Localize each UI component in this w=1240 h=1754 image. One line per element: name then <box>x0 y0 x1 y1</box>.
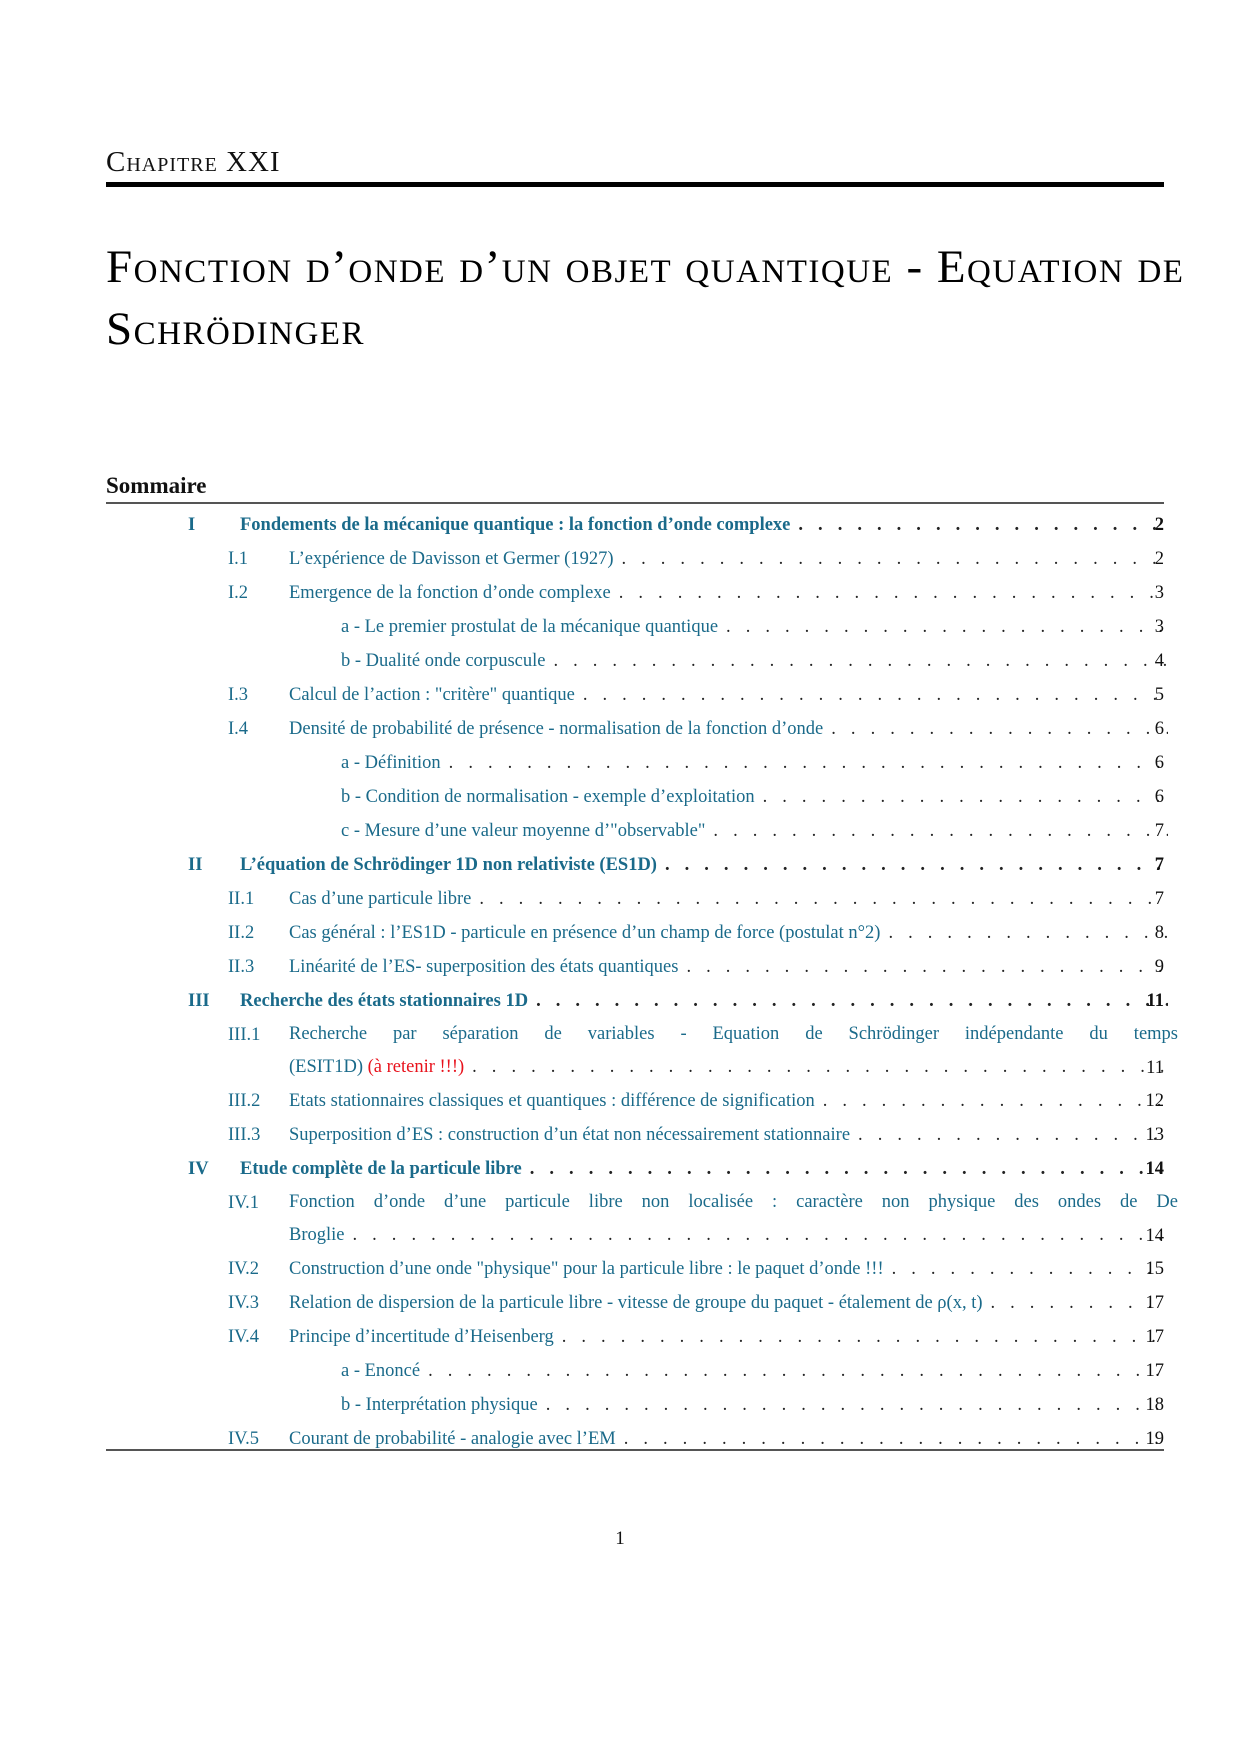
toc-label[interactable]: Cas général : l’ES1D - particule en présence d’un champ de force (postulat n°2) <box>289 923 881 943</box>
toc-label[interactable]: Courant de probabilité - analogie avec l’EM <box>289 1429 616 1449</box>
toc-subsubsection[interactable] <box>106 610 1164 644</box>
toc-page: 15 <box>1145 1259 1164 1279</box>
toc-page: 11 <box>1146 1058 1164 1078</box>
chapter-rule <box>106 182 1164 187</box>
toc-subsubsection[interactable] <box>106 1388 1164 1422</box>
toc-number: III.1 <box>228 1025 261 1045</box>
toc-subsection[interactable] <box>106 1422 1164 1456</box>
toc-number: IV.3 <box>228 1293 260 1313</box>
toc-number: II.2 <box>228 923 255 943</box>
toc-number: IV.5 <box>228 1429 260 1449</box>
toc-subsection[interactable] <box>106 712 1164 746</box>
toc-page: 9 <box>1154 957 1164 977</box>
toc-number: I.3 <box>228 685 249 705</box>
toc-subsection[interactable] <box>106 950 1164 984</box>
toc-page: 14 <box>1145 1226 1164 1246</box>
toc-page: 5 <box>1154 685 1164 705</box>
toc-page: 8 <box>1154 923 1164 943</box>
toc-page: 2 <box>1154 515 1164 535</box>
toc-label[interactable]: b - Interprétation physique <box>341 1395 538 1415</box>
toc-label[interactable]: Densité de probabilité de présence - normalisation de la fonction d’onde <box>289 719 824 739</box>
toc-subsection[interactable] <box>106 576 1164 610</box>
toc-page: 7 <box>1154 821 1164 841</box>
toc-subsection[interactable] <box>106 1252 1164 1286</box>
toc-label[interactable]: L’équation de Schrödinger 1D non relativiste (ES1D) <box>240 855 657 875</box>
toc-subsection[interactable] <box>106 1084 1164 1118</box>
toc-label[interactable]: Etude complète de la particule libre <box>240 1159 522 1179</box>
toc-label[interactable]: a - Définition <box>341 753 441 773</box>
toc-page: 18 <box>1145 1395 1164 1415</box>
toc-page: 17 <box>1145 1361 1164 1381</box>
toc-label[interactable]: Principe d’incertitude d’Heisenberg <box>289 1327 554 1347</box>
toc-label[interactable]: a - Le premier prostulat de la mécanique quantique <box>341 617 719 637</box>
toc-page: 7 <box>1154 889 1164 909</box>
chapter-label: Chapitre XXI <box>106 146 281 178</box>
toc-page: 7 <box>1154 855 1164 875</box>
table-of-contents <box>106 508 1178 1456</box>
toc-page: 14 <box>1145 1159 1164 1179</box>
toc-number: II.1 <box>228 889 255 909</box>
toc-label-highlight: (à retenir !!!) <box>367 1057 465 1077</box>
toc-label[interactable]: b - Dualité onde corpuscule <box>341 651 546 671</box>
toc-label[interactable]: Linéarité de l’ES- superposition des états quantiques <box>289 957 679 977</box>
toc-label[interactable]: Etats stationnaires classiques et quantiques : différence de signification <box>289 1091 815 1111</box>
toc-subsection[interactable] <box>106 882 1164 916</box>
toc-page: 4 <box>1154 651 1164 671</box>
toc-label[interactable]: Superposition d’ES : construction d’un état non nécessairement stationnaire <box>289 1125 851 1145</box>
toc-label[interactable]: Relation de dispersion de la particule libre - vitesse de groupe du paquet - étalement de ρ(x, t) <box>289 1293 983 1313</box>
toc-page: 3 <box>1154 583 1164 603</box>
toc-label-continued[interactable]: Broglie <box>289 1225 345 1245</box>
toc-label[interactable]: Recherche des états stationnaires 1D <box>240 991 529 1011</box>
toc-page: 6 <box>1154 719 1164 739</box>
toc-label-continued[interactable]: (ESIT1D) <box>289 1057 363 1077</box>
toc-label[interactable]: a - Enoncé <box>341 1361 421 1381</box>
chapter-title: Fonction d’onde d’un objet quantique - Equation de Schrödinger <box>106 241 1185 355</box>
toc-page: 3 <box>1154 617 1164 637</box>
toc-section-4[interactable] <box>106 1152 1164 1186</box>
toc-subsection[interactable] <box>106 542 1164 576</box>
toc-page: 11 <box>1146 991 1164 1011</box>
toc-subsection[interactable] <box>106 1018 1178 1084</box>
toc-page: 2 <box>1154 549 1164 569</box>
toc-label[interactable]: b - Condition de normalisation - exemple d’exploitation <box>341 787 755 807</box>
toc-subsection[interactable] <box>106 1320 1164 1354</box>
toc-number: I.2 <box>228 583 249 603</box>
toc-label[interactable]: Construction d’une onde "physique" pour la particule libre : le paquet d’onde !!! <box>289 1259 884 1279</box>
toc-number: III.2 <box>228 1091 261 1111</box>
toc-number: II.3 <box>228 957 255 977</box>
toc-number: IV.4 <box>228 1327 260 1347</box>
toc-page: 13 <box>1145 1125 1164 1145</box>
toc-subsubsection[interactable] <box>106 746 1164 780</box>
toc-section-2[interactable] <box>106 848 1164 882</box>
toc-top-rule <box>106 502 1164 504</box>
toc-label[interactable]: Fonction d’onde d’une particule libre non localisée : caractère non physique des ondes de De <box>289 1192 1178 1212</box>
toc-number: III.3 <box>228 1125 261 1145</box>
toc-subsubsection[interactable] <box>106 780 1164 814</box>
toc-subsection[interactable] <box>106 1286 1164 1320</box>
toc-subsection[interactable] <box>106 1118 1164 1152</box>
toc-page: 6 <box>1154 753 1164 773</box>
toc-subsection[interactable] <box>106 678 1164 712</box>
toc-label[interactable]: c - Mesure d’une valeur moyenne d’"observable" <box>341 821 706 841</box>
toc-label[interactable]: Calcul de l’action : "critère" quantique <box>289 685 575 705</box>
toc-label[interactable]: Emergence de la fonction d’onde complexe <box>289 583 611 603</box>
toc-number: IV.1 <box>228 1193 260 1213</box>
toc-subsubsection[interactable] <box>106 644 1164 678</box>
toc-page: 12 <box>1145 1091 1164 1111</box>
toc-section-1[interactable] <box>106 508 1164 542</box>
toc-page: 17 <box>1145 1293 1164 1313</box>
toc-label[interactable]: L’expérience de Davisson et Germer (1927) <box>289 549 614 569</box>
toc-page: 17 <box>1145 1327 1164 1347</box>
toc-bottom-rule <box>106 1449 1164 1451</box>
toc-number: I.4 <box>228 719 249 739</box>
toc-label[interactable]: Fondements de la mécanique quantique : la fonction d’onde complexe <box>240 515 791 535</box>
toc-number: IV <box>188 1159 209 1179</box>
toc-label[interactable]: Recherche par séparation de variables - Equation de Schrödinger indépendante du temps <box>289 1024 1178 1044</box>
toc-subsection[interactable] <box>106 916 1164 950</box>
toc-number: I <box>188 515 196 535</box>
toc-heading: Sommaire <box>106 473 207 498</box>
toc-subsubsection[interactable] <box>106 1354 1164 1388</box>
toc-page: 6 <box>1154 787 1164 807</box>
toc-number: II <box>188 855 203 875</box>
toc-page: 19 <box>1145 1429 1164 1449</box>
toc-label[interactable]: Cas d’une particule libre <box>289 889 472 909</box>
toc-number: III <box>188 991 210 1011</box>
toc-subsubsection[interactable] <box>106 814 1164 848</box>
page-number: 1 <box>615 1528 625 1549</box>
toc-section-3[interactable] <box>106 984 1164 1018</box>
toc-subsection[interactable] <box>106 1186 1178 1252</box>
toc-number: I.1 <box>228 549 249 569</box>
toc-number: IV.2 <box>228 1259 260 1279</box>
